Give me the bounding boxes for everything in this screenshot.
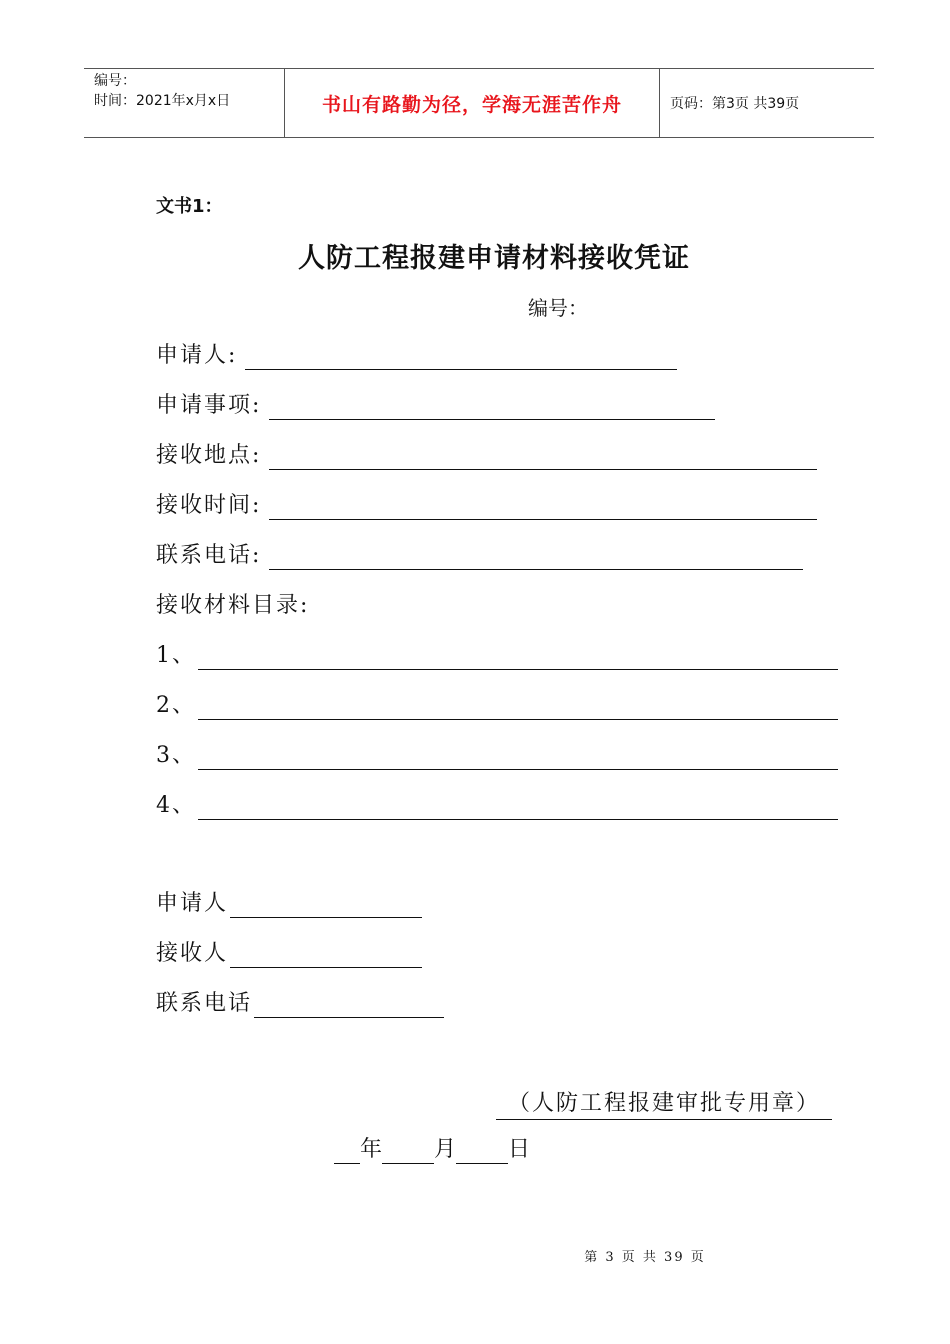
date-day-blank[interactable] xyxy=(456,1139,508,1164)
header-motto: 书山有路勤为径，学海无涯苦作舟 xyxy=(284,69,660,137)
field-catalog-label: 接收材料目录: xyxy=(156,593,310,618)
field-catalog xyxy=(156,588,309,620)
official-seal-label: （人防工程报建审批专用章） xyxy=(496,1086,832,1120)
field-location-label: 接收地点: xyxy=(156,443,262,468)
document-title: 人防工程报建申请材料接收凭证 xyxy=(298,243,690,274)
field-time xyxy=(156,488,817,520)
header-time-label: 时间：2021年x月x日 xyxy=(94,93,231,109)
date-line xyxy=(334,1136,530,1164)
catalog-item xyxy=(156,738,838,770)
catalog-item xyxy=(156,788,838,820)
field-phone-label: 联系电话: xyxy=(156,543,262,568)
field-matter xyxy=(156,388,715,420)
header-page-info: 页码：第3页 共39页 xyxy=(670,96,800,112)
signature-phone xyxy=(156,986,444,1018)
field-applicant-blank[interactable] xyxy=(245,343,677,370)
signature-applicant xyxy=(156,886,422,918)
serial-number-label: 编号： xyxy=(528,296,588,320)
field-phone xyxy=(156,538,803,570)
header-left-cell xyxy=(84,69,284,137)
field-time-label: 接收时间: xyxy=(156,493,262,518)
field-location-blank[interactable] xyxy=(269,443,817,470)
signature-receiver-label: 接收人 xyxy=(156,941,229,966)
catalog-item-number: 2、 xyxy=(156,693,196,718)
date-year-blank[interactable] xyxy=(334,1139,360,1164)
field-matter-label: 申请事项: xyxy=(156,393,262,418)
page-footer: 第 3 页 共 39 页 xyxy=(584,1250,706,1265)
signature-phone-blank[interactable] xyxy=(254,991,444,1018)
catalog-item-blank[interactable] xyxy=(198,643,838,670)
field-phone-blank[interactable] xyxy=(269,543,803,570)
header-number-label: 编号： xyxy=(94,73,136,89)
catalog-item-blank[interactable] xyxy=(198,743,838,770)
date-day-label: 日 xyxy=(508,1137,531,1162)
signature-applicant-label: 申请人 xyxy=(156,891,229,916)
field-matter-blank[interactable] xyxy=(269,393,715,420)
page-header xyxy=(84,68,874,138)
signature-receiver xyxy=(156,936,422,968)
catalog-item-blank[interactable] xyxy=(198,693,838,720)
signature-phone-label: 联系电话 xyxy=(156,991,253,1016)
catalog-item-number: 3、 xyxy=(156,743,196,768)
catalog-item-number: 4、 xyxy=(156,793,196,818)
document-label: 文书1： xyxy=(156,196,223,217)
field-applicant xyxy=(156,338,677,370)
field-time-blank[interactable] xyxy=(269,493,817,520)
catalog-item-blank[interactable] xyxy=(198,793,838,820)
field-location xyxy=(156,438,817,470)
catalog-item xyxy=(156,638,838,670)
catalog-item-number: 1、 xyxy=(156,643,196,668)
field-applicant-label: 申请人: xyxy=(156,343,238,368)
signature-receiver-blank[interactable] xyxy=(230,941,422,968)
catalog-item xyxy=(156,688,838,720)
date-month-label: 月 xyxy=(434,1137,457,1162)
date-year-label: 年 xyxy=(360,1137,383,1162)
date-month-blank[interactable] xyxy=(382,1139,434,1164)
signature-applicant-blank[interactable] xyxy=(230,891,422,918)
